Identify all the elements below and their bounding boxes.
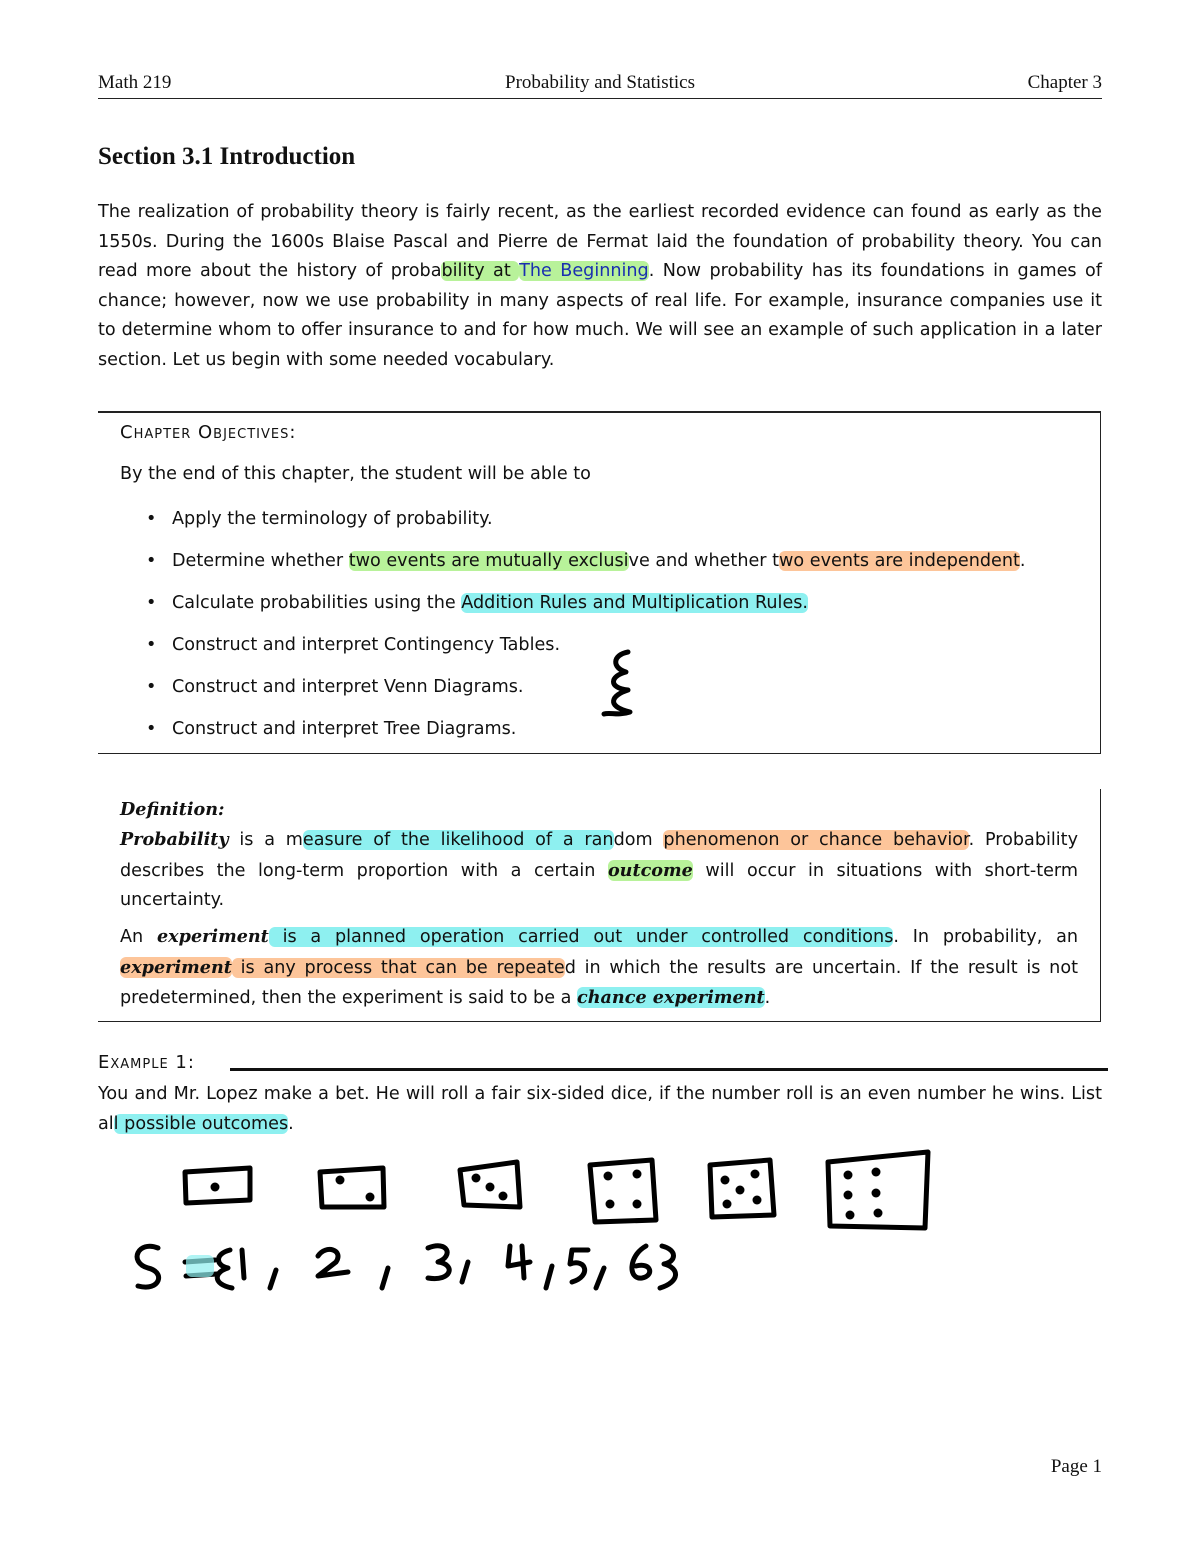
- objective-text: Construct and interpret Tree Diagrams.: [172, 719, 517, 739]
- definition-text: d in which the results are uncertain. If the result is not predetermined, then the experiment is said to be a: [120, 957, 1078, 1009]
- example-label: Example 1:: [98, 1052, 195, 1073]
- die-two-icon: [320, 1168, 384, 1207]
- objectives-title: Chapter Objectives:: [120, 422, 297, 443]
- term-outcome: outcome: [607, 859, 693, 881]
- intro-text-1: The realization of probability theory is fairly recent, as the earliest recorded evidence can found as early as the 1550s. During the 1600s Blaise Pascal and Pierre de Fermat laid the foundation of probability theory. You can read more about the history of proba: [98, 202, 1102, 282]
- equals-highlight: [186, 1255, 214, 1277]
- section-title: Section 3.1 Introduction: [98, 143, 356, 170]
- definition-text: . In probability, an: [893, 927, 1078, 947]
- handwritten-comma: [462, 1262, 468, 1282]
- the-beginning-link[interactable]: The Beginning: [519, 261, 649, 282]
- handwritten-close-brace: [660, 1246, 676, 1288]
- definition-title: Definition:: [120, 799, 225, 820]
- handwritten-comma: [546, 1266, 552, 1288]
- intro-highlight: bility at: [441, 261, 520, 282]
- chapter-label: Chapter 3: [1027, 72, 1102, 93]
- term-experiment: experiment: [156, 926, 269, 947]
- example-highlight: l possible outcomes: [113, 1113, 289, 1134]
- example-text-part: .: [288, 1113, 294, 1134]
- definition-text: will occur in situations with short-term uncertainty.: [120, 860, 1078, 911]
- objective-highlight: Addition Rules and Multiplication Rules.: [461, 593, 809, 613]
- handwritten-5: [570, 1250, 588, 1282]
- handwritten-comma: [270, 1270, 276, 1288]
- definition-highlight: phenomenon or chance behavior: [663, 830, 969, 850]
- die-four-icon: [590, 1160, 656, 1222]
- course-title: Probability and Statistics: [505, 72, 695, 93]
- objective-text: .: [1019, 551, 1026, 571]
- definition-highlight: easure of the likelihood of a ran: [302, 830, 614, 850]
- brace-annotation-icon: [604, 652, 630, 714]
- handwritten-2: [318, 1249, 348, 1276]
- objective-text: Calculate probabilities using the: [172, 593, 462, 613]
- definition-text: An: [120, 927, 157, 947]
- objective-text: Determine whether: [172, 551, 349, 571]
- definition-highlight: is a planned operation carried out under controlled conditions: [268, 927, 894, 947]
- objective-highlight: two events are mutually exclusi: [348, 551, 629, 571]
- term-experiment: experiment: [120, 956, 232, 978]
- objective-text: Construct and interpret Contingency Tables.: [172, 635, 561, 655]
- example-text-part: You and Mr. Lopez make a bet. He will roll a fair six-sided dice, if the number roll is an even number he wins. List al: [98, 1084, 1102, 1134]
- handwritten-1: [242, 1250, 244, 1278]
- objective-text: Apply the terminology of probability.: [172, 509, 493, 529]
- objective-text: ve and whether t: [628, 551, 780, 571]
- definition-text: . Probability describes the long-term proportion with a certain: [120, 830, 1078, 881]
- handwritten-comma: [382, 1268, 388, 1288]
- handwritten-4: [508, 1246, 530, 1278]
- term-probability: Probability: [120, 829, 229, 850]
- objective-text: Construct and interpret Venn Diagrams.: [172, 677, 524, 697]
- intro-text-2: . Now probability has its foundations in games of chance; however, now we use probability in many aspects of real life. For example, insurance companies use it to determine whom to offer insurance to and for how much. We will see an example of such application in a later section. Let us begin with some needed vocabulary.: [98, 261, 1102, 370]
- objectives-intro: By the end of this chapter, the student will be able to: [120, 464, 591, 484]
- page-number: Page 1: [1050, 1456, 1102, 1477]
- objective-highlight: wo events are independent: [779, 551, 1020, 571]
- handwritten-S: [137, 1246, 158, 1287]
- definition-text: .: [764, 988, 771, 1009]
- course-label: Math 219: [98, 72, 172, 93]
- term-chance-experiment: chance experiment: [577, 987, 765, 1009]
- handwritten-comma: [596, 1268, 604, 1288]
- handwritten-6: [632, 1246, 650, 1278]
- handwritten-3: [428, 1246, 449, 1279]
- handwritten-open-brace: [217, 1250, 232, 1288]
- definition-text: dom: [613, 830, 664, 850]
- definition-highlight: is any process that can be repeate: [231, 957, 565, 978]
- definition-text: is a m: [228, 830, 303, 850]
